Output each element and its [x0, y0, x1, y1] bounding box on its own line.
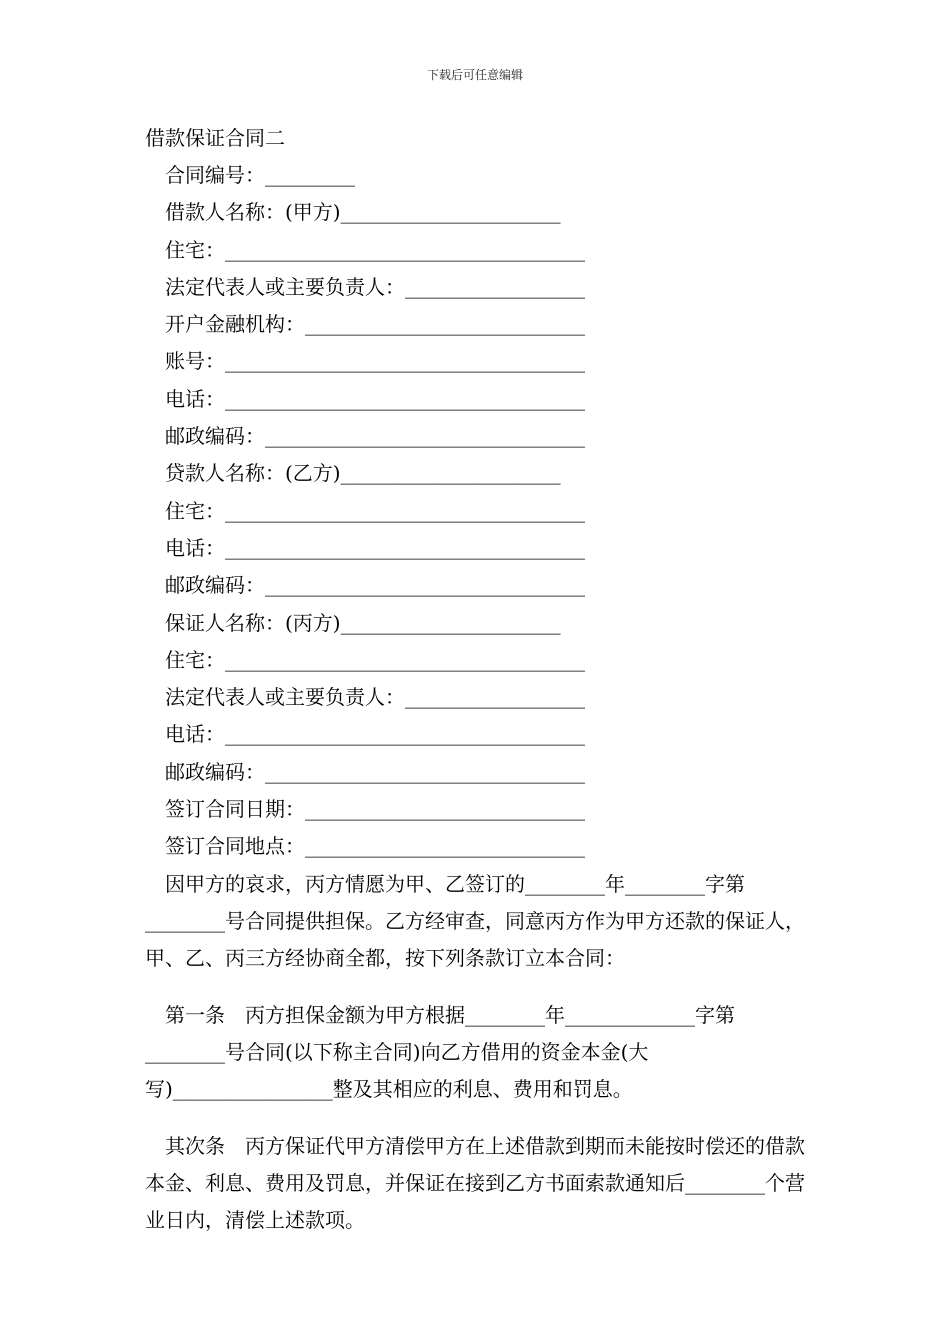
document-body	[145, 120, 810, 1259]
field-borrower-legal-rep: 法定代表人或主要负责人：__________________	[165, 274, 585, 299]
field-borrower-phone: 电话：____________________________________	[165, 386, 585, 411]
field-contract-number: 合同编号：_________	[165, 163, 355, 187]
field-borrower-postcode: 邮政编码：________________________________	[165, 424, 585, 449]
field-guarantor-residence: 住宅：____________________________________	[165, 647, 585, 672]
field-lender-postcode: 邮政编码：________________________________	[165, 573, 585, 598]
field-borrower-residence: 住宅：____________________________________	[165, 237, 585, 262]
field-lender-name: 贷款人名称：(乙方)______________________	[165, 461, 561, 486]
field-guarantor-name: 保证人名称：(丙方)______________________	[165, 610, 561, 635]
field-borrower-name: 借款人名称：(甲方)______________________	[165, 200, 561, 225]
field-guarantor-legal-rep: 法定代表人或主要负责人：__________________	[165, 685, 585, 710]
field-signing-place: 签订合同地点：____________________________	[165, 834, 585, 859]
field-lender-residence: 住宅：____________________________________	[165, 498, 585, 523]
paragraph-article-1: 第一条 丙方担保金额为甲方根据________年_____________字第________号合同(以下称主合同)向乙方借用的资金本金(大写)________________整及其相应的利息、费用和罚息。	[145, 1002, 735, 1101]
paragraph-article-2: 其次条 丙方保证代甲方清偿甲方在上述借款到期而未能按时偿还的借款本金、利息、费用及罚息，并保证在接到乙方书面索款通知后________个营业日内，清偿上述款项。	[145, 1133, 805, 1232]
field-guarantor-postcode: 邮政编码：________________________________	[165, 759, 585, 784]
field-borrower-account: 账号：____________________________________	[165, 349, 585, 374]
field-guarantor-phone: 电话：____________________________________	[165, 722, 585, 747]
page-header-note: 下载后可任意编辑	[426, 68, 523, 82]
document-title: 借款保证合同二	[145, 126, 285, 150]
field-borrower-bank: 开户金融机构：____________________________	[165, 312, 585, 337]
field-signing-date: 签订合同日期：____________________________	[165, 797, 585, 822]
paragraph-preamble: 因甲方的哀求，丙方情愿为甲、乙签订的________年________字第________号合同提供担保。乙方经审查，同意丙方作为甲方还款的保证人，甲、乙、丙三方经协商全都，按下列条款订立本合同：	[145, 871, 805, 970]
field-lender-phone: 电话：____________________________________	[165, 535, 585, 560]
